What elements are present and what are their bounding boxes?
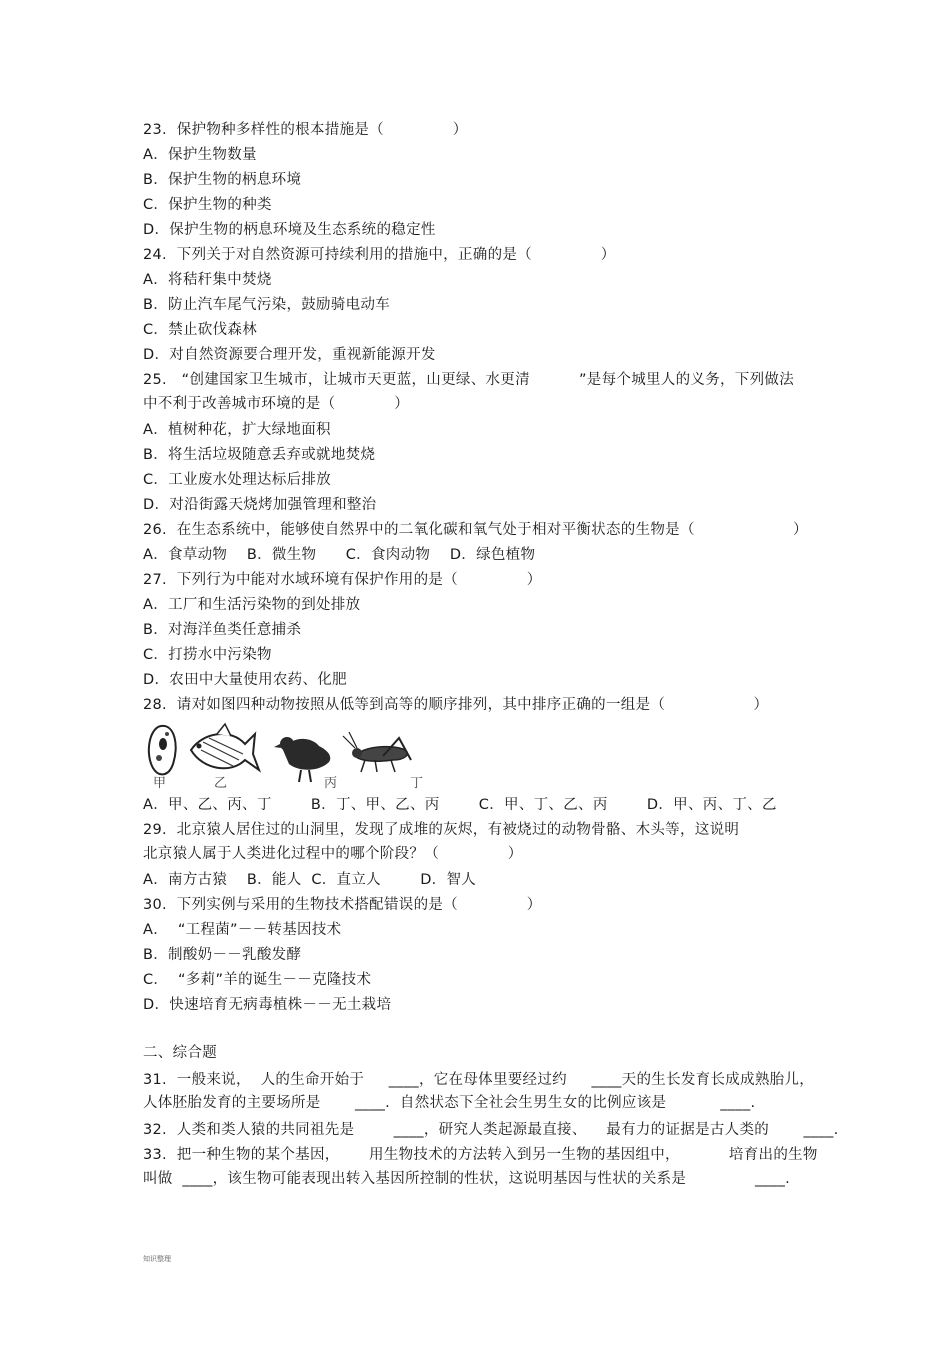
q27-option-b: B．对海洋鱼类任意捕杀	[143, 622, 302, 638]
q24-option-c: C．禁止砍伐森林	[143, 322, 258, 338]
paramecium-icon	[149, 726, 176, 775]
q23-option-a: A．保护生物数量	[143, 147, 257, 163]
q27-option-d: D．农田中大量使用农药、化肥	[143, 672, 347, 688]
q23-option-d: D．保护生物的柄息环境及生态系统的稳定性	[143, 222, 436, 238]
q23-option-b: B．保护生物的柄息环境	[143, 172, 302, 188]
q26-stem: 26. 在生态系统中，能够使自然界中的二氧化碳和氧气处于相对平衡状态的生物是（ ）	[143, 522, 808, 538]
q32-line: 32. 人类和类人猿的共同祖先是 ____，研究人类起源最直接、 最有力的证据是古人类的 ____.	[143, 1122, 839, 1138]
q25-option-c: C．工业废水处理达标后排放	[143, 472, 332, 488]
q25-stem-line1: 25. “创建国家卫生城市，让城市天更蓝，山更绿、水更清 ”是每个城里人的义务，下列做法	[143, 372, 794, 388]
q33-line1: 33. 把一种生物的某个基因， 用生物技术的方法转入到另一生物的基因组中， 培育出的生物	[143, 1147, 818, 1163]
q24-option-a: A．将秸秆集中焚烧	[143, 272, 272, 288]
q27-stem: 27. 下列行为中能对水域环境有保护作用的是（ ）	[143, 572, 542, 588]
q25-option-a: A．植树种花，扩大绿地面积	[143, 422, 331, 438]
q26-options: A．食草动物 B．微生物 C．食肉动物 D．绿色植物	[143, 547, 536, 563]
q28-options: A．甲、乙、丙、丁 B．丁、甲、乙、丙 C．甲、丁、乙、丙 D．甲、丙、丁、乙	[143, 797, 777, 813]
q29-stem-line2: 北京猿人属于人类进化过程中的哪个阶段？（ ）	[143, 846, 523, 862]
q30-option-a: A． “工程菌”－－转基因技术	[143, 922, 342, 938]
fish-icon	[191, 724, 259, 770]
figure-label-bing: 丙	[324, 776, 338, 791]
q25-option-d: D．对沿街露天烧烤加强管理和整治	[143, 497, 377, 513]
q30-option-b: B．制酸奶－－乳酸发酵	[143, 947, 302, 963]
q27-option-c: C．打捞水中污染物	[143, 647, 272, 663]
grasshopper-icon	[343, 732, 411, 772]
q25-option-b: B．将生活垃圾随意丢弃或就地焚烧	[143, 447, 376, 463]
q23-option-c: C．保护生物的种类	[143, 197, 272, 213]
q25-stem-line2: 中不利于改善城市环境的是（ ）	[143, 396, 410, 412]
q24-option-d: D．对自然资源要合理开发，重视新能源开发	[143, 347, 436, 363]
q31-line2: 人体胚胎发育的主要场所是 ____. 自然状态下全社会生男生女的比例应该是 ____.	[143, 1095, 756, 1111]
section-heading: 二、综合题	[143, 1045, 217, 1061]
q30-option-c: C． “多莉”羊的诞生－－克隆技术	[143, 972, 372, 988]
q29-options: A．南方古猿 B．能人 C．直立人 D．智人	[143, 872, 477, 888]
q23-stem: 23. 保护物种多样性的根本措施是（ ）	[143, 122, 468, 138]
figure-label-jia: 甲	[153, 776, 167, 791]
figure-label-yi: 乙	[214, 776, 228, 791]
q33-line2: 叫做 ____，该生物可能表现出转入基因所控制的性状，这说明基因与性状的关系是 ____.	[143, 1171, 791, 1187]
q31-line1: 31. 一般来说， 人的生命开始于 ____，它在母体里要经过约 ____天的生长发育长成成熟胎儿，	[143, 1072, 815, 1088]
figure-label-ding: 丁	[410, 776, 424, 791]
q29-stem-line1: 29. 北京猿人居住过的山洞里，发现了成堆的灰烬，有被烧过的动物骨骼、木头等，这说明	[143, 822, 740, 838]
q30-stem: 30. 下列实例与采用的生物技术搭配错误的是（ ）	[143, 897, 542, 913]
q30-option-d: D．快速培育无病毒植株－－无土栽培	[143, 997, 392, 1013]
q24-stem: 24. 下列关于对自然资源可持续利用的措施中，正确的是（ ）	[143, 247, 616, 263]
q24-option-b: B．防止汽车尾气污染，鼓励骑电动车	[143, 297, 391, 313]
q27-option-a: A．工厂和生活污染物的到处排放	[143, 597, 361, 613]
animal-illustrations	[143, 720, 443, 792]
page-footer: 知识整理	[143, 1255, 171, 1263]
bird-icon	[274, 737, 330, 782]
q28-stem: 28. 请对如图四种动物按照从低等到高等的顺序排列，其中排序正确的一组是（ ）	[143, 697, 769, 713]
